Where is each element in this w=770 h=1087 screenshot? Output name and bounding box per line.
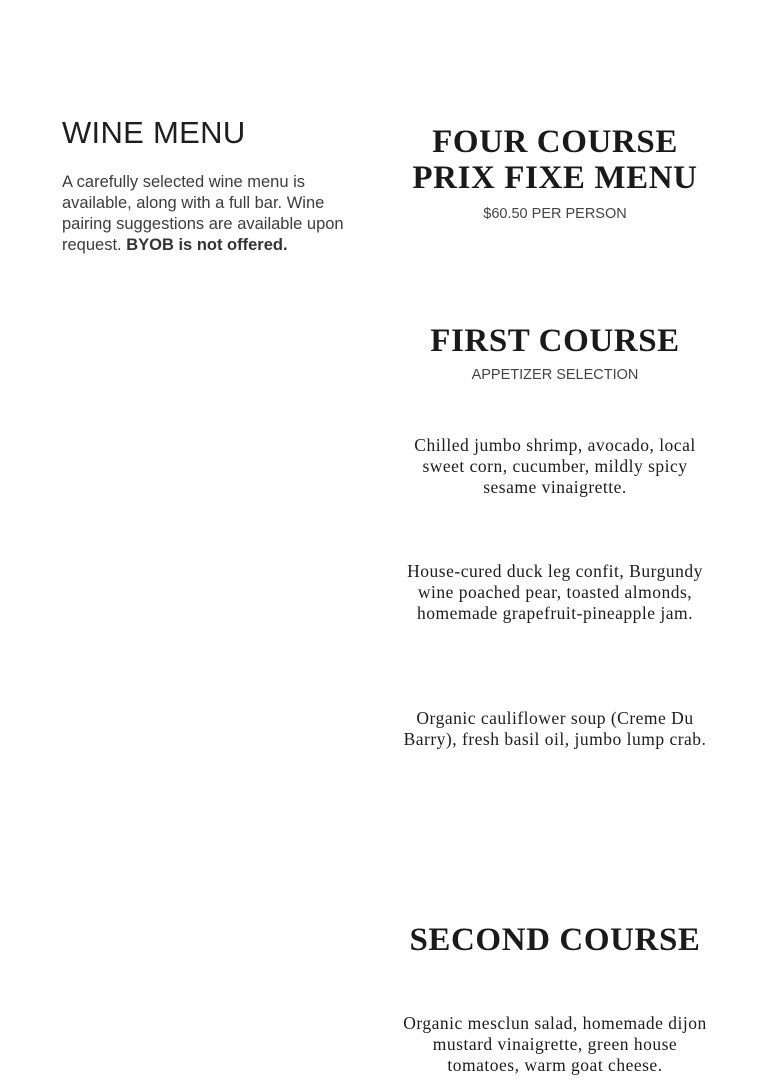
prix-fixe-price: $60.50 PER PERSON [483,206,627,222]
prix-fixe-title-line2: PRIX FIXE MENU [412,160,698,196]
dish-shrimp: Chilled jumbo shrimp, avocado, local sweet corn, cucumber, mildly spicy sesame vinaigrette. [414,435,696,497]
dish-cauliflower-soup: Organic cauliflower soup (Creme Du Barry), fresh basil oil, jumbo lump crab. [403,708,707,749]
second-course-dishes [400,0,710,1087]
second-course-title: SECOND COURSE [409,922,701,958]
dish-mesclun-salad: Organic mesclun salad, homemade dijon mustard vinaigrette, green house tomatoes, warm goat cheese. [403,1013,707,1075]
wine-menu-section [62,114,372,256]
dish-duck-confit: House-cured duck leg confit, Burgundy wine poached pear, toasted almonds, homemade grapefruit-pineapple jam. [407,561,703,623]
wine-menu-description-text: A carefully selected wine menu is available, along with a full bar. Wine pairing suggestions are available upon request. [62,173,344,254]
wine-menu-title: WINE MENU [62,115,246,150]
wine-menu-description [62,172,372,256]
first-course-subtitle: APPETIZER SELECTION [471,367,639,383]
prix-fixe-title-line1: FOUR COURSE [432,124,678,160]
first-course-title: FIRST COURSE [430,323,680,359]
byob-notice: BYOB is not offered. [126,236,288,254]
